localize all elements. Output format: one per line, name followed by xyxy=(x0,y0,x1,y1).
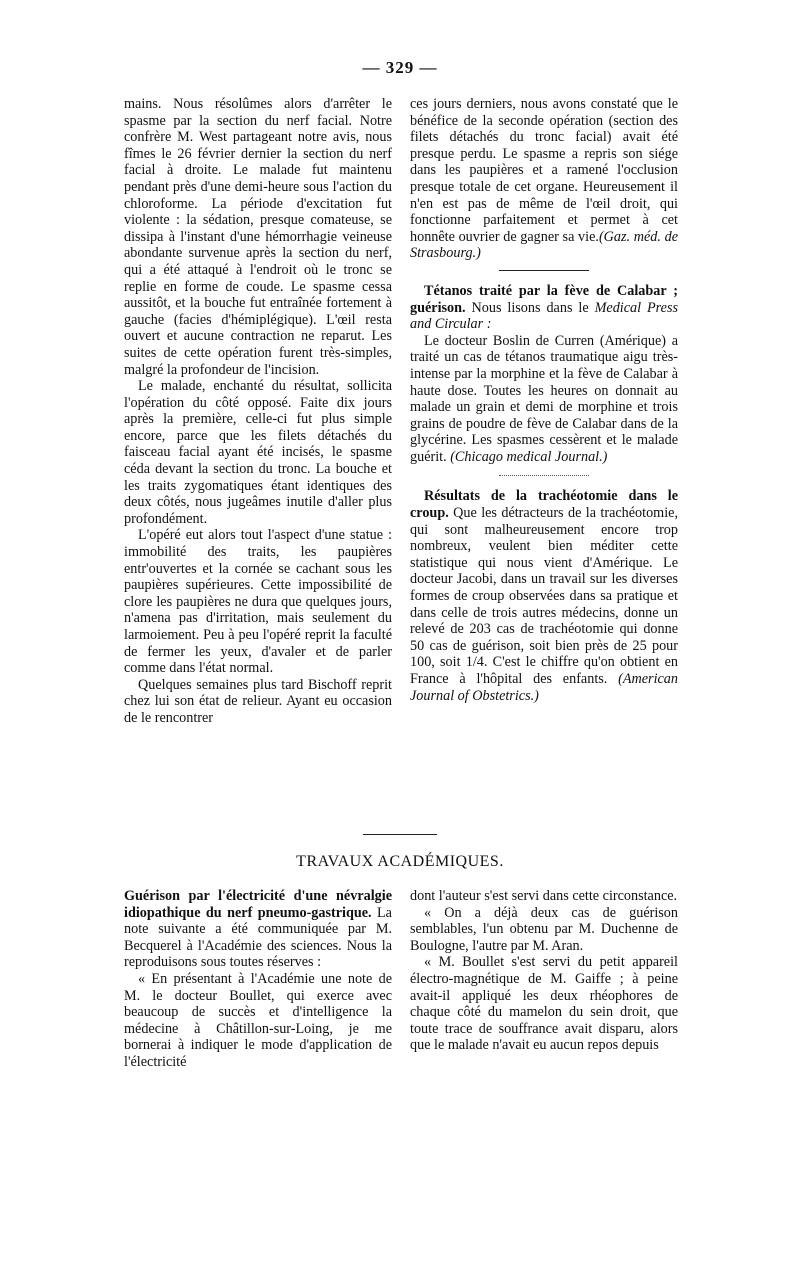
separator-rule xyxy=(499,475,589,476)
article-body xyxy=(410,333,678,466)
lower-right-column xyxy=(410,888,678,1054)
paragraph: « M. Boullet s'est servi du petit appareil électro-magnétique de M. Gaiffe ; à peine avait-il appliqué les deux rhéophores de chaque côté du mamelon du sein droit, que toute trace de souffrance avait disparu, alors que le malade n'avait eu aucun repos depuis xyxy=(410,954,678,1054)
section-title: TRAVAUX ACADÉMIQUES. xyxy=(296,853,504,870)
paragraph: « On a déjà deux cas de guérison semblables, l'un obtenu par M. Duchenne de Boulogne, l'autre par M. Aran. xyxy=(410,904,678,954)
separator-rule xyxy=(499,270,589,271)
article-title: Guérison par l'électricité d'une névralgie idiopathique du nerf pneumo-gastrique. xyxy=(124,888,392,921)
paragraph: L'opéré eut alors tout l'aspect d'une statue : immobilité des traits, les paupières entr'ouvertes et la cornée se cachant sous les paupières supérieures. Cette impossibilité de clore les paupières ne dura que quelques jours, n'amena pas d'irritation, mais seulement du larmoiement. Peu à peu l'opéré reprit la faculté de fermer les yeux, d'avaler et de parler comme dans l'état normal. xyxy=(124,527,392,677)
source-citation: Medical Press and Circular : xyxy=(410,299,678,333)
section-divider xyxy=(363,834,437,835)
paragraph-text: Que les détracteurs de la trachéotomie, qui sont malheureusement encore trop nombreux, veulent bien méditer cette statistique qui nous vient d'Amérique. Le docteur Jacobi, dans un travail sur les diverses formes de croup observées dans sa pratique et dans celle de trois autres médecins, donne un relevé de 203 cas de trachéotomie qui donne 50 cas de guérison, soit bien près de 25 pour 100, soit 1/4. C'est le chiffre qu'on obtient en France à l'hôpital des enfants. xyxy=(410,505,678,687)
upper-right-column xyxy=(410,96,678,704)
article-tetanos xyxy=(410,283,678,333)
paragraph-text: La note suivante a été communiquée par M. Becquerel à l'Académie des sciences. Nous la reproduisons sous toutes réserves : xyxy=(124,904,392,971)
upper-left-column xyxy=(124,96,392,727)
paragraph: Le malade, enchanté du résultat, sollicita l'opération du côté opposé. Faite dix jours après la première, celle-ci fut plus simple encore, parce que les filets détachés du faisceau facial ayant été incisés, le spasme céda devant la section du tronc. La bouche et les traits zygomatiques étant identiques des deux côtés, nous jugeâmes inutile d'aller plus profondément. xyxy=(124,378,392,527)
paragraph-text: ces jours derniers, nous avons constaté que le bénéfice de la seconde opération (section des filets détachés du tronc facial) avait été presque perdu. Le spasme a repris son siége dans les paupières et a ramené l'occlusion presque totale de cet organe. Heureusement il n'en est pas de même de l'œil droit, qui fonctionne parfaitement et permet à cet honnête ouvrier de gagner sa vie. xyxy=(410,96,678,245)
paragraph-continued xyxy=(410,96,678,262)
paragraph-text: Le docteur Boslin de Curren (Amérique) a traité un cas de tétanos traumatique aigu très-intense par la morphine et la fève de Calabar à haute dose. Toutes les heures on donnait au malade un grain et demi de morphine et trois grains de poudre de fève de Calabar dans de la glycérine. Les spasmes cessèrent et le malade guérit. xyxy=(410,332,678,465)
page-number: — 329 — xyxy=(362,58,438,77)
source-citation: (Gaz. méd. de Strasbourg.) xyxy=(410,228,678,262)
paragraph: dont l'auteur s'est servi dans cette circonstance. xyxy=(410,888,678,904)
source-citation: (Chicago medical Journal.) xyxy=(450,448,608,465)
article-lead: Nous lisons dans le xyxy=(465,299,595,316)
article-title: Tétanos traité par la fève de Calabar ; guérison. xyxy=(410,282,678,316)
lower-left-column xyxy=(124,888,392,1071)
paragraph: « En présentant à l'Académie une note de M. le docteur Boullet, qui exerce avec beaucoup de succès et d'intelligence la médecine à Châtillon-sur-Loing, je me bornerai à indiquer le mode d'application de l'électricité xyxy=(124,970,392,1070)
source-citation: (American Journal of Obstetrics.) xyxy=(410,671,678,704)
paragraph: mains. Nous résolûmes alors d'arrêter le spasme par la section du nerf facial. Notre confrère M. West partageant notre avis, nous fîmes le 26 février dernier la section du nerf facial à droite. Le malade fut maintenu pendant près d'une demi-heure sous l'action du chloroforme. La période d'excitation fut violente : la sédation, presque comateuse, se dissipa à l'instant d'une hémorrhagie veineuse abondante survenue après la section du nerf, qui a été attaqué à l'endroit où le tronc se replie en forme de coude. Le spasme cessa aussitôt, et la bouche fut entraînée fortement à gauche (facies d'hémiplégique). L'œil resta ouvert et aucune contraction ne reparut. Les suites de cette opération furent très-simples, malgré la profondeur de l'incision. xyxy=(124,96,392,378)
article-tracheotomie xyxy=(410,488,678,704)
article-title: Résultats de la trachéotomie dans le croup. xyxy=(410,488,678,522)
paragraph: Quelques semaines plus tard Bischoff reprit chez lui son état de relieur. Ayant eu occasion de le rencontrer xyxy=(124,676,392,726)
article-electricite xyxy=(124,888,392,971)
